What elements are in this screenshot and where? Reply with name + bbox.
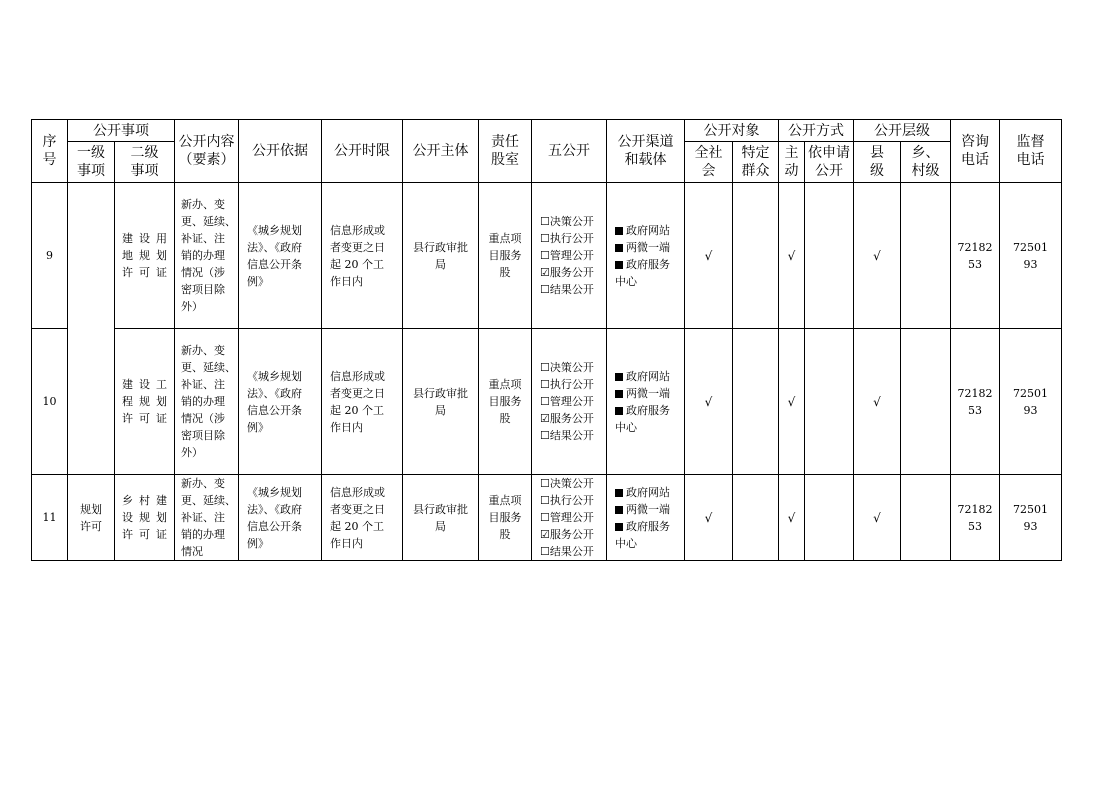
row-method-apply [805,475,854,561]
header-level1: 一级 事项 [68,142,115,183]
row-method-active: √ [779,183,805,329]
row-channel: 政府网站 两微一端 政府服务 中心 [607,183,685,329]
filled-square-icon [615,407,623,415]
row-five-public: ☐决策公开 ☐执行公开 ☐管理公开 ☑服务公开 ☐结果公开 [532,329,607,475]
filled-square-icon [615,244,623,252]
row-subject: 县行政审批 局 [403,183,479,329]
row-target-specific [733,183,779,329]
table-row [32,475,1062,561]
filled-square-icon [615,506,623,514]
header-level-county: 县 级 [854,142,901,183]
row-consult: 72182 53 [951,475,1000,561]
header-row-1 [32,120,1062,142]
header-target-all: 全社 会 [685,142,733,183]
row-content: 新办、变 更、延续、 补证、注 销的办理 情况（涉 密项目除 外） [175,183,239,329]
row-target-all: √ [685,329,733,475]
row-basis: 《城乡规划 法》、《政府 信息公开条 例》 [239,329,322,475]
row-method-apply [805,183,854,329]
header-consult: 咨询 电话 [951,120,1000,183]
filled-square-icon [615,261,623,269]
table-row [32,329,1062,475]
row-basis: 《城乡规划 法》、《政府 信息公开条 例》 [239,183,322,329]
row-level1 [68,183,115,475]
row-supervise: 72501 93 [1000,183,1062,329]
row-level-town [901,183,951,329]
row-target-all: √ [685,475,733,561]
row-channel: 政府网站 两微一端 政府服务 中心 [607,329,685,475]
header-level2: 二级 事项 [115,142,175,183]
filled-square-icon [615,523,623,531]
row-seq: 9 [32,183,68,329]
row-level-town [901,475,951,561]
header-level-town: 乡、 村级 [901,142,951,183]
filled-square-icon [615,373,623,381]
row-seq: 11 [32,475,68,561]
row-level2: 乡村建 设规划 许可证 [115,475,175,561]
filled-square-icon [615,390,623,398]
table-row [32,183,1062,329]
row-supervise: 72501 93 [1000,329,1062,475]
header-method-active: 主 动 [779,142,805,183]
row-method-active: √ [779,475,805,561]
row-method-apply [805,329,854,475]
row-time-limit: 信息形成或 者变更之日 起 20 个工 作日内 [322,183,403,329]
row-responsible: 重点项 目服务 股 [479,475,532,561]
header-public-items: 公开事项 [68,120,175,142]
row-level-county: √ [854,183,901,329]
header-level: 公开层级 [854,120,951,142]
row-responsible: 重点项 目服务 股 [479,329,532,475]
row-content: 新办、变 更、延续、 补证、注 销的办理 情况（涉 密项目除 外） [175,329,239,475]
row-consult: 72182 53 [951,329,1000,475]
row-five-public: ☐决策公开 ☐执行公开 ☐管理公开 ☑服务公开 ☐结果公开 [532,475,607,561]
header-channel: 公开渠道 和载体 [607,120,685,183]
filled-square-icon [615,227,623,235]
row-channel: 政府网站 两微一端 政府服务 中心 [607,475,685,561]
header-seq: 序 号 [32,120,68,183]
row-supervise: 72501 93 [1000,475,1062,561]
row-target-all: √ [685,183,733,329]
row-time-limit: 信息形成或 者变更之日 起 20 个工 作日内 [322,475,403,561]
row-level1: 规划 许可 [68,475,115,561]
row-responsible: 重点项 目服务 股 [479,183,532,329]
header-responsible: 责任 股室 [479,120,532,183]
row-level-county: √ [854,329,901,475]
header-supervise: 监督 电话 [1000,120,1062,183]
filled-square-icon [615,489,623,497]
header-subject: 公开主体 [403,120,479,183]
disclosure-table [31,119,1062,561]
header-target-specific: 特定 群众 [733,142,779,183]
header-time-limit: 公开时限 [322,120,403,183]
row-basis: 《城乡规划 法》、《政府 信息公开条 例》 [239,475,322,561]
header-method-apply: 依申请 公开 [805,142,854,183]
row-content: 新办、变 更、延续、 补证、注 销的办理 情况 [175,475,239,561]
header-basis: 公开依据 [239,120,322,183]
row-subject: 县行政审批 局 [403,329,479,475]
row-method-active: √ [779,329,805,475]
row-time-limit: 信息形成或 者变更之日 起 20 个工 作日内 [322,329,403,475]
row-level2: 建设用 地规划 许可证 [115,183,175,329]
row-target-specific [733,329,779,475]
header-target: 公开对象 [685,120,779,142]
row-level-town [901,329,951,475]
row-level-county: √ [854,475,901,561]
header-content: 公开内容 （要素） [175,120,239,183]
row-subject: 县行政审批 局 [403,475,479,561]
row-target-specific [733,475,779,561]
header-five-public: 五公开 [532,120,607,183]
row-consult: 72182 53 [951,183,1000,329]
row-five-public: ☐决策公开 ☐执行公开 ☐管理公开 ☑服务公开 ☐结果公开 [532,183,607,329]
row-seq: 10 [32,329,68,475]
header-method: 公开方式 [779,120,854,142]
row-level2: 建设工 程规划 许可证 [115,329,175,475]
